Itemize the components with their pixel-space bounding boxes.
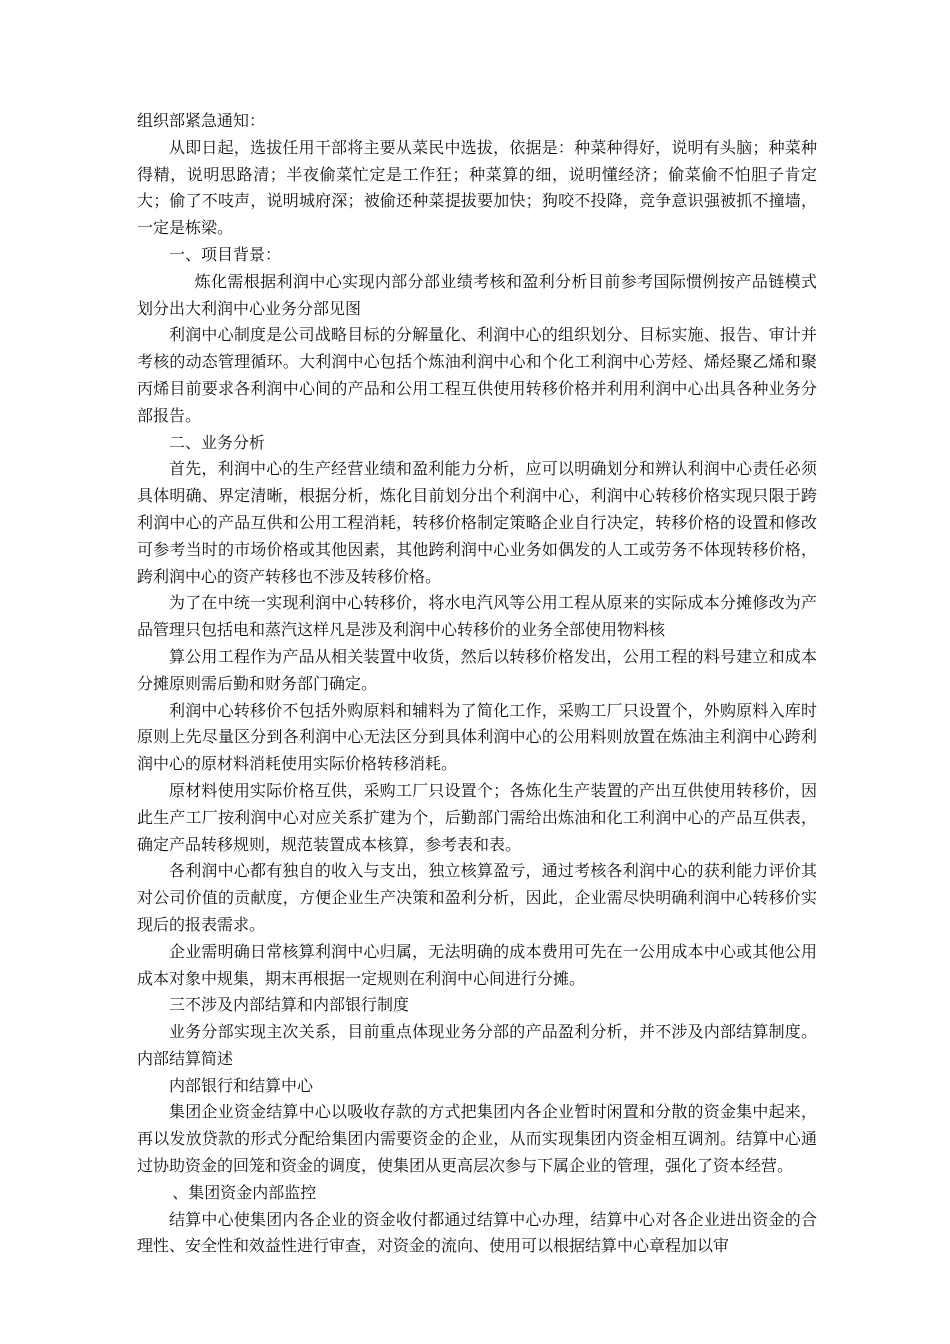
body-paragraph: 结算中心使集团内各企业的资金收付都通过结算中心办理，结算中心对各企业进出资金的合理性、安全性和效益性进行审查，对资金的流向、使用可以根据结算中心章程加以审 xyxy=(137,1209,817,1256)
section-heading-settlement: 三不涉及内部结算和内部银行制度 xyxy=(169,995,410,1015)
body-paragraph: 炼化需根据利润中心实现内部分部业绩考核和盈利分析目前参考国际惯例按产品链模式划分出大利润中心业务分部见图 xyxy=(137,271,817,318)
section-heading-background: 一、项目背景： xyxy=(169,244,282,264)
body-paragraph: 企业需明确日常核算利润中心归属，无法明确的成本费用可先在一公用成本中心或其他公用成本对象中规集，期末再根据一定规则在利润中心间进行分摊。 xyxy=(137,941,817,988)
body-paragraph: 集团企业资金结算中心以吸收存款的方式把集团内各企业暂时闲置和分散的资金集中起来，再以发放贷款的形式分配给集团内需要资金的企业，从而实现集团内资金相互调剂。结算中心通过协助资金的回笼和资金的调度，使集团从更高层次参与下属企业的管理，强化了资本经营。 xyxy=(137,1102,817,1176)
body-paragraph: 业务分部实现主次关系，目前重点体现业务分部的产品盈利分析，并不涉及内部结算制度。内部结算简述 xyxy=(137,1022,817,1068)
section-heading-analysis: 二、业务分析 xyxy=(169,432,266,452)
body-paragraph: 利润中心制度是公司战略目标的分解量化、利润中心的组织划分、目标实施、报告、审计并考核的动态管理循环。大利润中心包括个炼油利润中心和个化工利润中心芳烃、烯烃聚乙烯和聚丙烯目前要求各利润中心间的产品和公用工程互供使用转移价格并利用利润中心出具各种业务分部报告。 xyxy=(137,325,817,425)
body-paragraph: 为了在中统一实现利润中心转移价，将水电汽风等公用工程从原来的实际成本分摊修改为产品管理只包括电和蒸汽这样凡是涉及利润中心转移价的业务全部使用物料核 xyxy=(137,593,817,640)
body-paragraph: 原材料使用实际价格互供，采购工厂只设置个；各炼化生产装置的产出互供使用转移价，因此生产工厂按利润中心对应关系扩建为个，后勤部门需给出炼油和化工利润中心的产品互供表，确定产品转移规则，规范装置成本核算，参考表和表。 xyxy=(137,780,817,854)
subsection-heading-bank: 内部银行和结算中心 xyxy=(169,1075,314,1095)
body-paragraph: 首先，利润中心的生产经营业绩和盈利能力分析，应可以明确划分和辨认利润中心责任必须具体明确、界定清晰，根据分析，炼化目前划分出个利润中心，利润中心转移价格实现只限于跨利润中心的产品互供和公用工程消耗，转移价格制定策略企业自行决定，转移价格的设置和修改可参考当时的市场价格或其他因素，其他跨利润中心业务如偶发的人工或劳务不体现转移价格，跨利润中心的资产转移也不涉及转移价格。 xyxy=(137,459,817,586)
subsection-heading-monitoring: 、集团资金内部监控 xyxy=(172,1182,317,1202)
notice-paragraph: 从即日起，选拔任用干部将主要从菜民中选拔，依据是：种菜种得好，说明有头脑；种菜种得精，说明思路清；半夜偷菜忙定是工作狂；种菜算的细，说明懂经济；偷菜偷不怕胆子肯定大；偷了不吱声，说明城府深；被偷还种菜提拔要加快；狗咬不投降，竞争意识强被抓不撞墙，一定是栋梁。 xyxy=(137,137,817,238)
body-paragraph: 利润中心转移价不包括外购原料和辅料为了简化工作，采购工厂只设置个，外购原料入库时原则上先尽量区分到各利润中心无法区分到具体利润中心的公用料则放置在炼油主利润中心跨利润中心的原材料消耗使用实际价格转移消耗。 xyxy=(137,700,817,774)
notice-heading: 组织部紧急通知： xyxy=(137,111,266,130)
body-paragraph: 各利润中心都有独自的收入与支出，独立核算盈亏，通过考核各利润中心的获利能力评价其对公司价值的贡献度，方便企业生产决策和盈利分析，因此，企业需尽快明确利润中心转移价实现后的报表需求。 xyxy=(137,861,817,934)
body-paragraph: 算公用工程作为产品从相关装置中收货，然后以转移价格发出，公用工程的料号建立和成本分摊原则需后勤和财务部门确定。 xyxy=(137,646,817,693)
document-body xyxy=(137,108,817,1260)
